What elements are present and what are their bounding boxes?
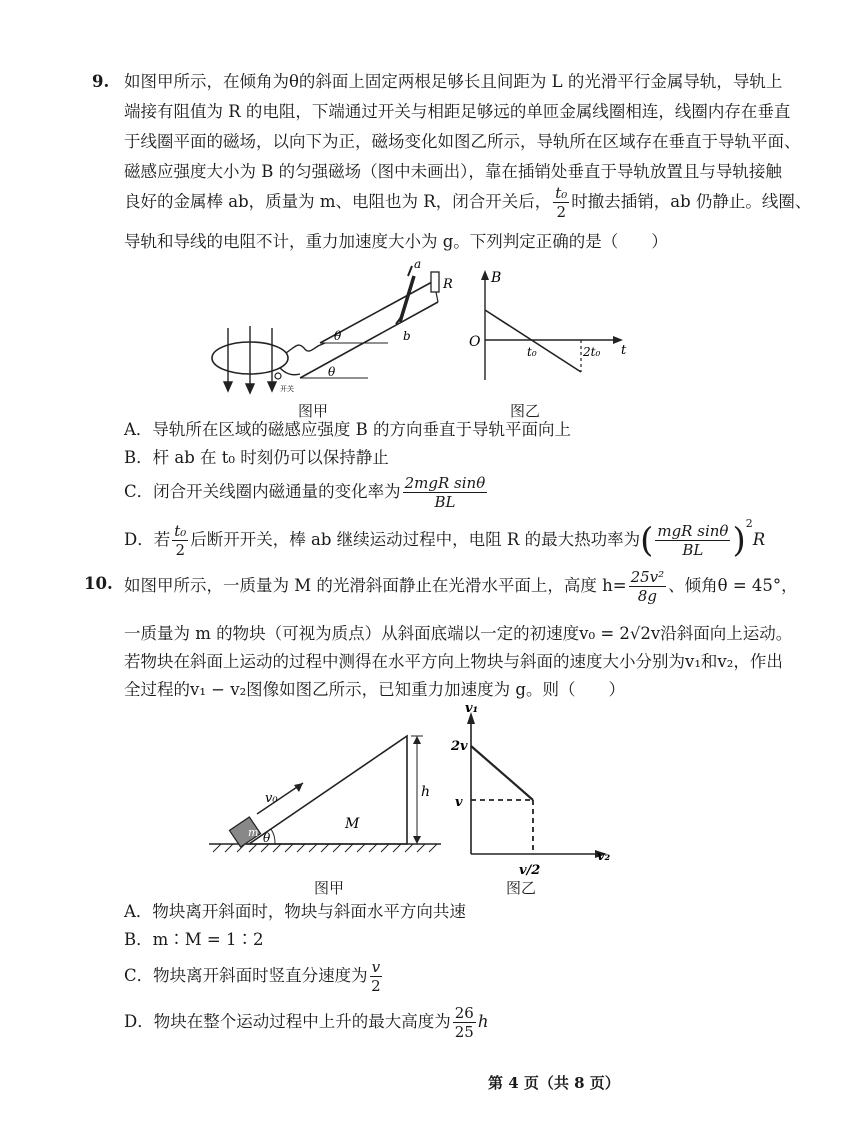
svg-text:2t₀: 2t₀ bbox=[583, 345, 601, 359]
svg-text:t₀: t₀ bbox=[527, 345, 537, 359]
field-arrows bbox=[224, 326, 276, 393]
q10-figure-yi bbox=[451, 700, 615, 880]
svg-text:B: B bbox=[491, 270, 502, 286]
q10-line-1 bbox=[124, 568, 798, 605]
q10-option-d bbox=[124, 1004, 488, 1041]
svg-text:v₁: v₁ bbox=[465, 701, 479, 716]
q9-option-c-fraction bbox=[403, 474, 488, 511]
q10-option-c-num: v bbox=[371, 958, 381, 976]
svg-text:m: m bbox=[248, 826, 259, 839]
q9-figure-yi bbox=[465, 268, 635, 388]
svg-text:2v: 2v bbox=[451, 739, 468, 754]
q10-option-d-fraction bbox=[453, 1004, 476, 1041]
q10-number: 10. bbox=[84, 574, 113, 593]
resistor-icon bbox=[431, 272, 439, 292]
svg-text:h: h bbox=[421, 784, 431, 800]
q10-option-a: A．物块离开斜面时，物块与斜面水平方向共速 bbox=[124, 902, 466, 921]
q9-fig-jia-caption: 图甲 bbox=[298, 402, 329, 420]
q10-option-c-text: C．物块离开斜面时竖直分速度为 bbox=[124, 966, 368, 985]
q9-option-d-den: BL bbox=[682, 541, 704, 559]
switch-label: 开关 bbox=[280, 385, 294, 393]
svg-text:t: t bbox=[621, 343, 627, 358]
q10-line-2: 一质量为 m 的物块（可视为质点）从斜面底端以一定的初速度v₀ = 2√2v沿斜面向上运动。 bbox=[124, 624, 793, 643]
q10-line-3: 若物块在斜面上运动的过程中测得在水平方向上物块与斜面的速度大小分别为v₁和v₂，作出 bbox=[124, 652, 783, 671]
q9-option-a: A．导轨所在区域的磁感应强度 B 的方向垂直于导轨平面向上 bbox=[124, 420, 572, 439]
page-footer: 第 4 页（共 8 页） bbox=[488, 1074, 620, 1092]
q10-option-d-den: 25 bbox=[454, 1023, 474, 1041]
q9-option-d-num: mgR sinθ bbox=[657, 522, 729, 540]
q10-line-4: 全过程的v₁ − v₂图像如图乙所示，已知重力加速度为 g。则（ ） bbox=[124, 680, 625, 699]
q10-fig-jia-caption: 图甲 bbox=[314, 879, 345, 897]
svg-text:v₀: v₀ bbox=[265, 791, 278, 806]
incline-M bbox=[249, 736, 407, 844]
rail-lower bbox=[300, 302, 438, 378]
svg-text:θ: θ bbox=[328, 365, 336, 379]
q9-option-b: B．杆 ab 在 t₀ 时刻仍可以保持静止 bbox=[124, 448, 389, 467]
q9-option-c bbox=[124, 474, 489, 511]
svg-text:O: O bbox=[469, 334, 481, 350]
q10-line1-fraction bbox=[629, 568, 667, 605]
svg-text:v: v bbox=[455, 795, 463, 810]
q9-line-3: 于线圈平面的磁场，以向下为正，磁场变化如图乙所示，导轨所在区域存在垂直于导轨平面、 bbox=[124, 132, 801, 151]
q9-fig-yi-caption: 图乙 bbox=[510, 402, 541, 420]
label-a: a bbox=[414, 257, 422, 271]
q10-line1-num: 25v² bbox=[630, 568, 665, 586]
svg-text:θ: θ bbox=[334, 329, 342, 343]
q10-line1-den: 8g bbox=[637, 587, 657, 605]
svg-text:M: M bbox=[345, 816, 360, 832]
q10-option-c-fraction bbox=[370, 958, 382, 995]
q9-option-d-frac-num: t₀ bbox=[174, 522, 187, 540]
q9-line-4: 磁感应强度大小为 B 的匀强磁场（图中未画出），靠在插销处垂直于导轨放置且与导轨接触 bbox=[124, 162, 782, 181]
ground-hatch bbox=[213, 844, 437, 852]
q9-option-d-fraction1 bbox=[172, 522, 188, 559]
q9-number: 9. bbox=[92, 72, 110, 91]
q9-figure-jia bbox=[200, 258, 470, 398]
q9-option-d-fraction2 bbox=[655, 522, 730, 559]
q10-option-c bbox=[124, 958, 384, 995]
q9-option-d-exp: 2 bbox=[745, 516, 753, 530]
q9-line-1: 如图甲所示，在倾角为θ的斜面上固定两根足够长且间距为 L 的光滑平行金属导轨，导轨上 bbox=[124, 72, 783, 91]
v1-v2-line bbox=[471, 746, 533, 800]
q9-option-d-pre: D．若 bbox=[124, 530, 171, 549]
q10-line1-post: 、倾角θ = 45°， bbox=[668, 576, 798, 595]
q10-option-d-num: 26 bbox=[454, 1004, 474, 1022]
q10-option-d-text: D．物块在整个运动过程中上升的最大高度为 bbox=[124, 1012, 451, 1031]
q9-line5-frac-den: 2 bbox=[556, 203, 567, 221]
switch-icon bbox=[275, 373, 281, 379]
q9-line5-frac-num: t₀ bbox=[555, 184, 568, 202]
q9-option-d-post: R bbox=[752, 530, 766, 549]
label-b: b bbox=[403, 329, 411, 343]
q9-line-2: 端接有阻值为 R 的电阻，下端通过开关与相距足够远的单匝金属线圈相连，线圈内存在垂直 bbox=[124, 102, 791, 121]
q9-line-5 bbox=[124, 184, 811, 221]
q9-line-6: 导轨和导线的电阻不计，重力加速度大小为 g。下列判定正确的是（ ） bbox=[124, 232, 668, 251]
q10-option-c-den: 2 bbox=[371, 977, 381, 995]
svg-text:v₂: v₂ bbox=[597, 849, 611, 864]
q9-line5-fraction bbox=[553, 184, 569, 221]
q10-figure-jia bbox=[205, 728, 445, 858]
q10-line1-pre: 如图甲所示，一质量为 M 的光滑斜面静止在光滑水平面上，高度 h= bbox=[124, 576, 627, 595]
q9-option-c-num: 2mgR sinθ bbox=[404, 474, 486, 492]
q10-fig-yi-caption: 图乙 bbox=[506, 879, 537, 897]
q9-line5-pre: 良好的金属棒 ab，质量为 m、电阻也为 R，闭合开关后， bbox=[124, 192, 552, 211]
q9-option-d-mid: 后断开开关，棒 ab 继续运动过程中，电阻 R 的最大热功率为 bbox=[190, 530, 641, 549]
q10-option-b: B．m∶M = 1∶2 bbox=[124, 930, 264, 949]
q9-option-c-text: C．闭合开关线圈内磁通量的变化率为 bbox=[124, 482, 401, 501]
q9-option-d-frac-den: 2 bbox=[175, 541, 186, 559]
svg-text:θ: θ bbox=[263, 831, 271, 845]
b-t-line bbox=[485, 310, 581, 372]
coil-leads bbox=[286, 343, 325, 353]
q10-option-d-post: h bbox=[477, 1012, 489, 1031]
q9-line5-post: 时撤去插销，ab 仍静止。线圈、 bbox=[571, 192, 812, 211]
label-R: R bbox=[443, 277, 453, 292]
svg-text:v/2: v/2 bbox=[519, 863, 541, 878]
q9-option-c-den: BL bbox=[434, 493, 456, 511]
q9-option-d: D．若 $\frac{\text{t₀}}{2}$ 后断开开关，棒 ab 继续运动过程中，电阻 R 的最大热功率为( $\frac{\text{mgR sinθ}}{BL}$ )$^2$R bbox=[124, 516, 766, 561]
